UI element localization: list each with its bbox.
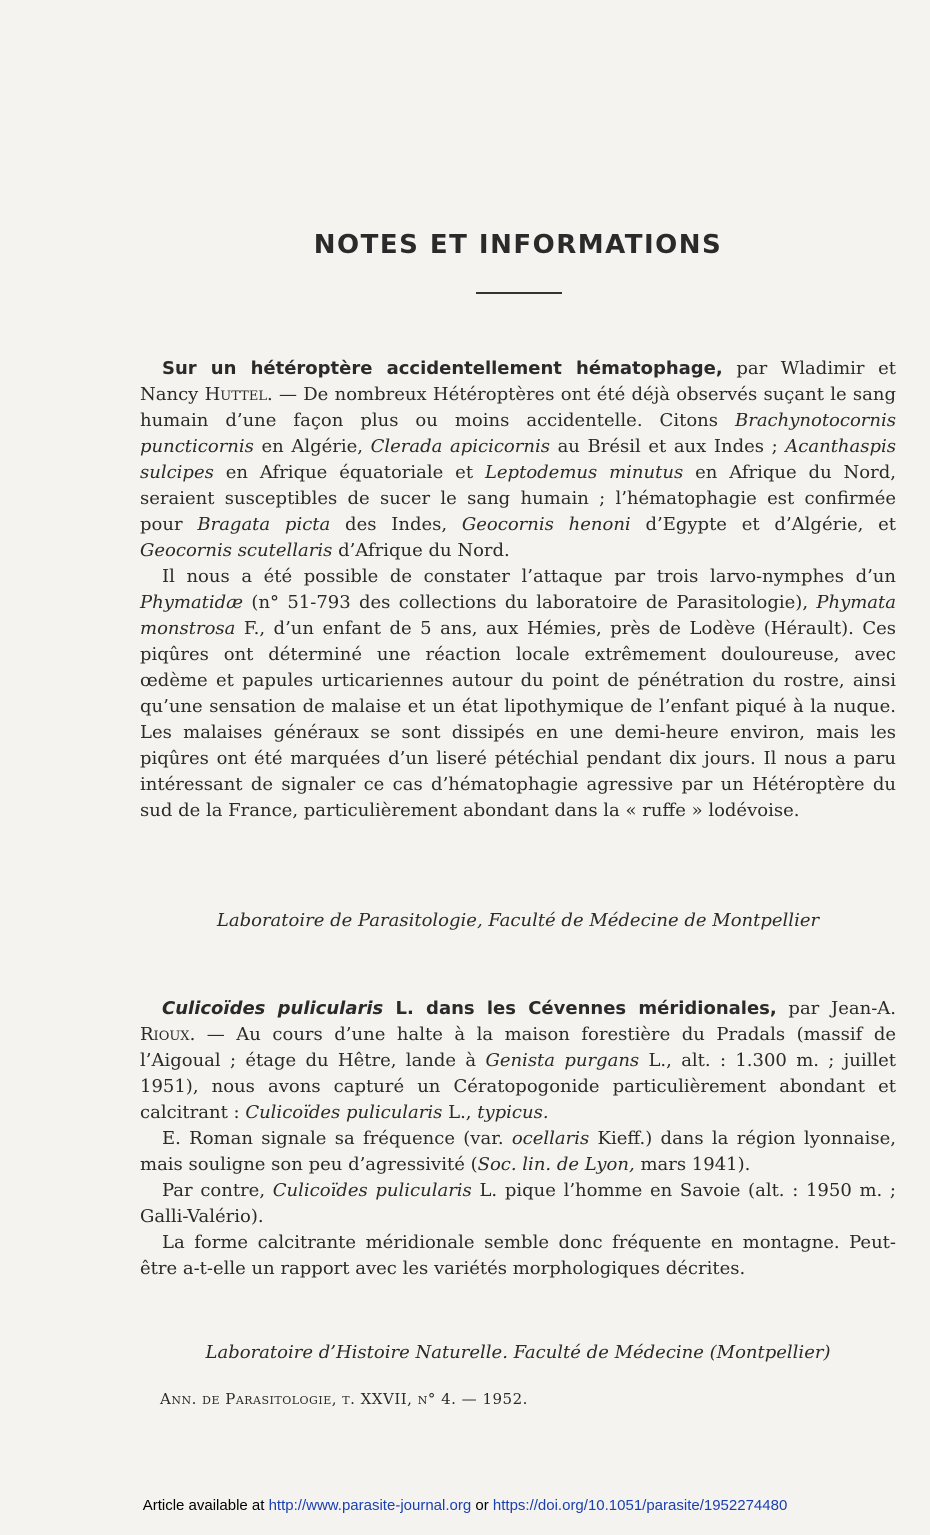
note-1-paragraph-1: Sur un hétéroptère accidentellement hématophage, par Wladimir et Nancy Huttel. — De nombreux Hétéroptères ont été déjà observés suçant le sang humain d’une façon plus ou moins accidentelle. Citons Brachynotocornis puncticornis en Algérie, Clerada apicicornis au Brésil et aux Indes ; Acanthaspis sulcipes en Afrique équatoriale et Leptodemus minutus en Afrique du Nord, seraient susceptibles de sucer le sang humain ; l’hématophagie est confirmée pour Bragata picta des Indes, Geocornis henoni d’Egypte et d’Algérie, et Geocornis scutellaris d’Afrique du Nord. [140, 358, 897, 561]
variety-name: typicus. [477, 1102, 549, 1123]
species-name: Phymata monstrosa [140, 592, 896, 639]
species-name: Genista purgans [485, 1050, 640, 1071]
note-2-author: Rioux [140, 1024, 190, 1045]
citation: Soc. lin. de Lyon, [477, 1154, 635, 1175]
journal-reference: Ann. de Parasitologie, t. XXVII, n° 4. — 1952. [160, 1390, 528, 1408]
species-name: Brachynotocornis puncticornis [140, 410, 896, 457]
journal-link[interactable]: http://www.parasite-journal.org [268, 1497, 472, 1514]
note-1-title: Sur un hétéroptère accidentellement hématophage, [162, 358, 723, 379]
note-2-affiliation: Laboratoire d’Histoire Naturelle. Faculté de Médecine (Montpellier) [205, 1342, 831, 1363]
variety-name: ocellaris [511, 1128, 590, 1149]
note-2-paragraph-4: La forme calcitrante méridionale semble donc fréquente en montagne. Peut-être a-t-elle un rapport avec les variétés morphologiques décrites. [140, 1232, 896, 1279]
note-1-paragraph-2: Il nous a été possible de constater l’attaque par trois larvo-nymphes d’un Phymatidæ (n° 51-793 des collections du laboratoire de Parasitologie), Phymata monstrosa F., d’un enfant de 5 ans, aux Hémies, près de Lodève (Hérault). Ces piqûres ont déterminé une réaction locale extrêmement douloureuse, avec œdème et papules urticariennes autour du point de pénétration du rostre, ainsi qu’une sensation de malaise et un état lipothymique de l’enfant piqué à la nuque. Les malaises généraux se sont dissipés en une demi-heure environ, mais les piqûres ont été marquées d’un liseré pétéchial pendant dix jours. Il nous a paru intéressant de signaler ce cas d’hématophagie agressive par un Hétéroptère du sud de la France, particulièrement abondant dans la « ruffe » lodévoise. [140, 566, 896, 821]
article-footer: Article available at http://www.parasite-journal.org or https://doi.org/10.1051/parasite/1952274480 [142, 1497, 788, 1514]
note-1 [140, 356, 896, 824]
doi-link[interactable]: https://doi.org/10.1051/parasite/1952274480 [492, 1497, 788, 1514]
section-heading: NOTES ET INFORMATIONS [313, 230, 723, 260]
species-name: Geocornis scutellaris [140, 540, 333, 561]
note-2 [140, 996, 896, 1282]
note-1-author: Huttel [204, 384, 267, 405]
species-name: Bragata picta [197, 514, 331, 535]
family-name: Phymatidæ [140, 592, 244, 613]
note-2-paragraph-2: E. Roman signale sa fréquence (var. ocellaris Kieff.) dans la région lyonnaise, mais souligne son peu d’agressivité (Soc. lin. de Lyon, mars 1941). [140, 1128, 896, 1175]
species-name: Culicoïdes pulicularis [245, 1102, 443, 1123]
species-name: Culicoïdes pulicularis [272, 1180, 472, 1201]
note-2-title: L. dans les Cévennes méridionales, [383, 998, 777, 1019]
species-name: Leptodemus minutus [484, 462, 684, 483]
species-name: Clerada apicicornis [370, 436, 550, 457]
note-2-title-species: Culicoïdes pulicularis [162, 998, 384, 1019]
note-2-paragraph-3: Par contre, Culicoïdes pulicularis L. pique l’homme en Savoie (alt. : 1950 m. ; Galli-Valério). [140, 1180, 897, 1227]
heading-rule [476, 292, 562, 294]
note-1-affiliation: Laboratoire de Parasitologie, Faculté de Médecine de Montpellier [216, 910, 820, 931]
note-2-paragraph-1: Culicoïdes pulicularis L. dans les Cévennes méridionales, par Jean-A. Rioux. — Au cours d’une halte à la maison forestière du Pradals (massif de l’Aigoual ; étage du Hêtre, lande à Genista purgans L., alt. : 1.300 m. ; juillet 1951), nous avons capturé un Cératopogonide particulièrement abondant et calcitrant : Culicoïdes pulicularis L., typicus. [140, 998, 897, 1123]
species-name: Acanthaspis sulcipes [140, 436, 897, 483]
species-name: Geocornis henoni [461, 514, 631, 535]
